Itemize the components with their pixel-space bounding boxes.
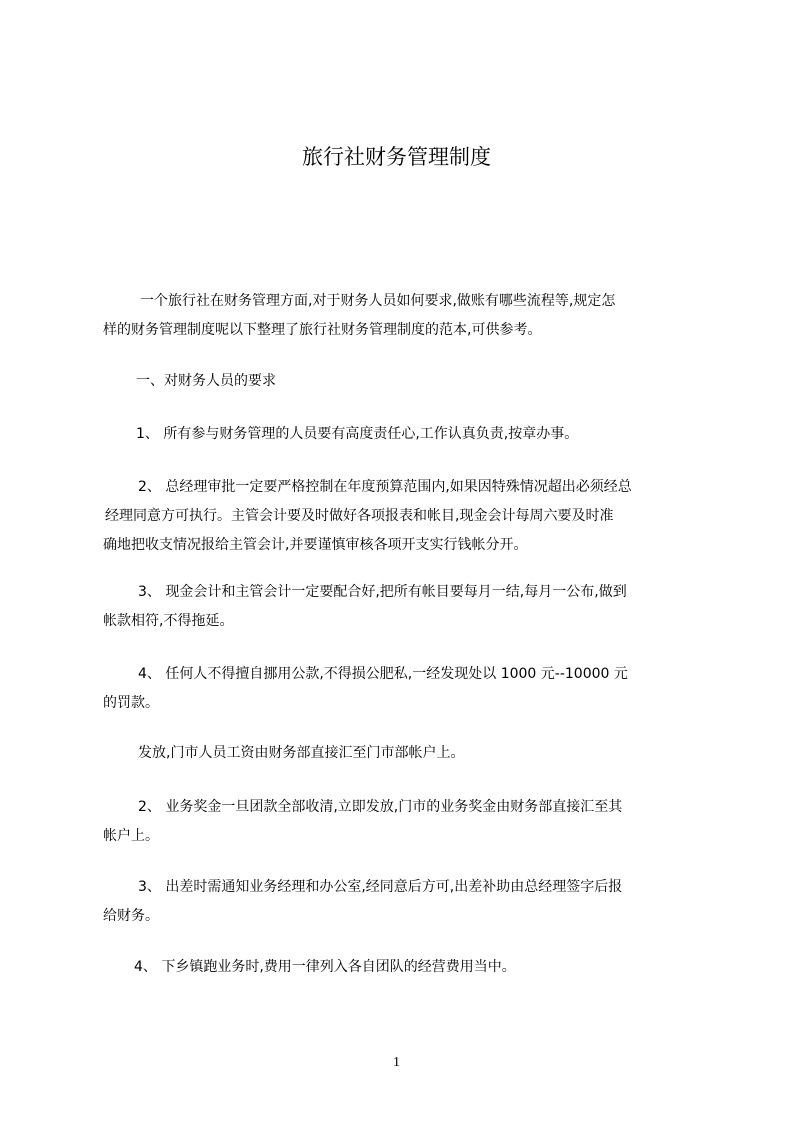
township-line: 4、 下乡镇跑业务时,费用一律列入各自团队的经营费用当中。 — [134, 959, 516, 975]
bonus-line-2: 帐户上。 — [103, 828, 159, 844]
item-4-line-1: 4、 任何人不得擅自挪用公款,不得损公肥私,一经发现处以 1000 元--10000 元 — [138, 666, 628, 682]
item-3-line-1: 3、 现金会计和主管会计一定要配合好,把所有帐目要每月一结,每月一公布,做到 — [138, 584, 627, 600]
item-2-line-1: 2、 总经理审批一定要严格控制在年度预算范围内,如果因特殊情况超出必须经总 — [138, 479, 632, 495]
bonus-item — [103, 793, 715, 851]
item-1-line-1: 1、 所有参与财务管理的人员要有高度责任心,工作认真负责,按章办事。 — [136, 426, 579, 442]
payroll-line: 发放,门市人员工资由财务部直接汇至门市部帐户上。 — [138, 745, 465, 761]
trip-line-2: 给财务。 — [103, 908, 159, 924]
intro-line-1: 一个旅行社在财务管理方面,对于财务人员如何要求,做账有哪些流程等,规定怎 — [140, 293, 616, 309]
document-title: 旅行社财务管理制度 — [302, 145, 491, 169]
section-heading-text: 一、对财务人员的要求 — [136, 373, 276, 389]
item-2-line-2: 经理同意方可执行。主管会计要及时做好各项报表和帐目,现金会计每周六要及时准 — [105, 508, 614, 524]
item-3-line-2: 帐款相符,不得拖延。 — [103, 613, 234, 629]
item-4-line-2: 的罚款。 — [103, 695, 159, 711]
business-trip-item — [103, 873, 715, 931]
trip-line-1: 3、 出差时需通知业务经理和办公室,经同意后方可,出差补助由总经理签字后报 — [138, 879, 623, 895]
intro-line-2: 样的财务管理制度呢以下整理了旅行社财务管理制度的范本,可供参考。 — [103, 322, 542, 338]
township-expense-item — [103, 953, 715, 982]
intro-paragraph — [103, 287, 715, 345]
bonus-line-1: 2、 业务奖金一旦团款全部收清,立即发放,门市的业务奖金由财务部直接汇至其 — [138, 799, 623, 815]
requirement-item-4 — [103, 660, 715, 718]
requirement-item-2 — [103, 473, 715, 560]
page-number: 1 — [393, 1055, 400, 1070]
requirement-item-3 — [103, 578, 715, 636]
item-2-line-3: 确地把收支情况报给主管会计,并要谨慎审核各项开支实行钱帐分开。 — [103, 537, 528, 553]
section-heading — [103, 367, 715, 396]
requirement-item-1 — [103, 420, 715, 449]
payroll-paragraph — [103, 739, 715, 768]
